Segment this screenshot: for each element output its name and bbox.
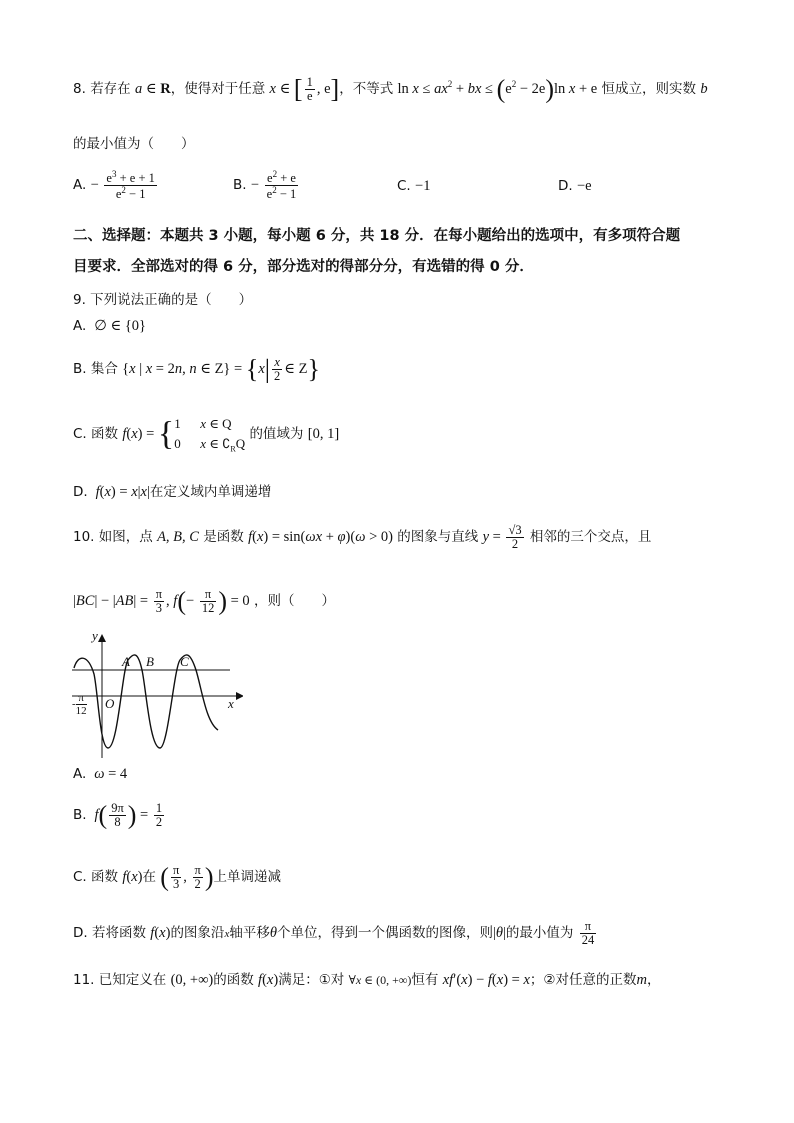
q9-option-a-math: ∅ ∈ {0} (90, 318, 147, 334)
y-axis-arrow (98, 634, 106, 642)
q10-function: f(x) = sin(ωx + φ)(ω > 0) (248, 528, 393, 545)
q10-line1: 10. 如图，点 A, B, C 是函数 f(x) = sin(ωx + φ)(ω > 0) 的图象与直线 y = $\frac{√3}{2}$ 相邻的三个交点，且 (73, 523, 652, 552)
q8-option-d: D. −e (558, 178, 592, 194)
q8-text-4: 恒成立，则实数 (601, 80, 697, 97)
q9-option-a: A. ∅ ∈ {0} (73, 318, 147, 334)
q10-option-d-answer: $\frac{\pi}{24}$ (581, 919, 595, 948)
q8-text-3: ，不等式 (339, 80, 394, 97)
fig-label-x: x (228, 696, 234, 711)
q9-option-b: B. 集合 {x | x = 2n, n ∈ Z} = {x| $\frac{x}{2}$ ∈ Z} (73, 354, 320, 384)
q10-option-c-interval: ( $\frac{\pi}{3}$ , $\frac{\pi}{2}$ ) (160, 862, 214, 892)
q10-option-b-math: f( $\frac{9\pi}{8}$ ) = $\frac{1}{2}$ (94, 800, 163, 830)
q8-option-a-math: − $\frac{e^3 + e + 1}{e^2 - 1}$ (90, 169, 155, 202)
q8-option-c: C. −1 (397, 178, 431, 194)
q9-option-c-math: f(x) = {1 x ∈ Q 0 x ∈ $∁_RQ$ (122, 415, 246, 454)
x-axis-arrow (236, 692, 243, 700)
q11-line1: 11. 已知定义在 (0, +∞)的函数 f(x)满足：①对 ∀x ∈ (0, +∞)恒有 xf′(x) − f(x) = x；②对任意的正数m， (73, 972, 661, 988)
q10-option-b: B. f( $\frac{9\pi}{8}$ ) = $\frac{1}{2}$ (73, 802, 166, 829)
q8-option-b-math: − $\frac{e^2 + e}{e^2 - 1}$ (250, 169, 297, 202)
fig-label-y: y (92, 628, 98, 643)
q11-number: 11. (73, 972, 95, 988)
q9-option-d-math: f(x) = x|x| (95, 484, 150, 500)
q10-number: 10. (73, 528, 95, 545)
q10-option-c: C. 函数 f(x)在 ( $\frac{\pi}{3}$ , $\frac{\pi}{2}$ )上单调递减 (73, 862, 281, 892)
q8-line2: 的最小值为（ ） (73, 136, 195, 152)
q10-line2: |BC| − |AB| = $\frac{\pi}{3}$ , f(− $\frac{\pi}{12}$ ) = 0 ，则（ ） (73, 586, 335, 616)
q8-option-a: A. − $\frac{e^3 + e + 1}{e^2 - 1}$ (73, 170, 159, 202)
fig-label-A: A (122, 654, 130, 669)
q8-math-inequality: $\ln x \le ax^2$ + bx ≤ $(e^2 - 2e)\ln$ x + e (397, 74, 598, 104)
q10-points: A, B, C (157, 528, 199, 545)
fig-label-O: O (105, 696, 115, 711)
fig-label-neg-pi-12: - $\frac{\pi}{12}$ (72, 692, 87, 718)
fig-label-B: B (146, 654, 154, 669)
q10-condition: |BC| − |AB| = $\frac{\pi}{3}$ , f(− $\frac{\pi}{12}$ ) = 0 (73, 586, 250, 616)
q10-sine-graph (68, 630, 243, 760)
q10-figure (68, 630, 243, 760)
q8-text-2: ，使得对于任意 (170, 80, 266, 97)
q8-math-a-in-R: a ∈ R (134, 80, 171, 97)
q10-line-eq: y = $\frac{√3}{2}$ (482, 523, 522, 552)
q10-option-a-math: ω = 4 (94, 766, 128, 782)
q8-math-b: b (700, 80, 708, 97)
q8-line1 (73, 76, 708, 103)
q8-math-interval: x ∈ [ $\frac{1}{e}$ , e] (269, 74, 340, 104)
section2-heading-line2: 目要求．全部选对的得 6 分，部分选对的得部分分，有选错的得 0 分． (73, 259, 534, 275)
section2-heading-line1: 二、选择题：本题共 3 小题，每小题 6 分，共 18 分．在每小题给出的选项中，有多项符合题 (73, 228, 681, 244)
q9-option-c: C. 函数 f(x) = {1 x ∈ Q 0 x ∈ $∁_RQ$ 的值域为 [0, 1] (73, 415, 340, 454)
q9-option-b-math: {x | x = 2n, n ∈ Z} = {x| $\frac{x}{2}$ ∈ Z} (122, 354, 320, 384)
q8-option-b: B. − $\frac{e^2 + e}{e^2 - 1}$ (233, 170, 300, 202)
q9-stem: 9. 下列说法正确的是（ ） (73, 292, 253, 308)
q9-option-d: D. f(x) = x|x|在定义域内单调递增 (73, 484, 272, 500)
q10-option-d: D. 若将函数 f(x)的图象沿x轴平移θ个单位，得到一个偶函数的图像，则|θ|的最小值为 $\frac{\pi}{24}$ (73, 920, 598, 947)
q10-option-a: A. ω = 4 (73, 766, 128, 782)
q9-option-c-range: [0, 1] (307, 425, 340, 442)
fig-label-C: C (180, 654, 189, 669)
q8-number: 8. (73, 80, 86, 97)
q8-text-1: 若存在 (90, 80, 131, 97)
